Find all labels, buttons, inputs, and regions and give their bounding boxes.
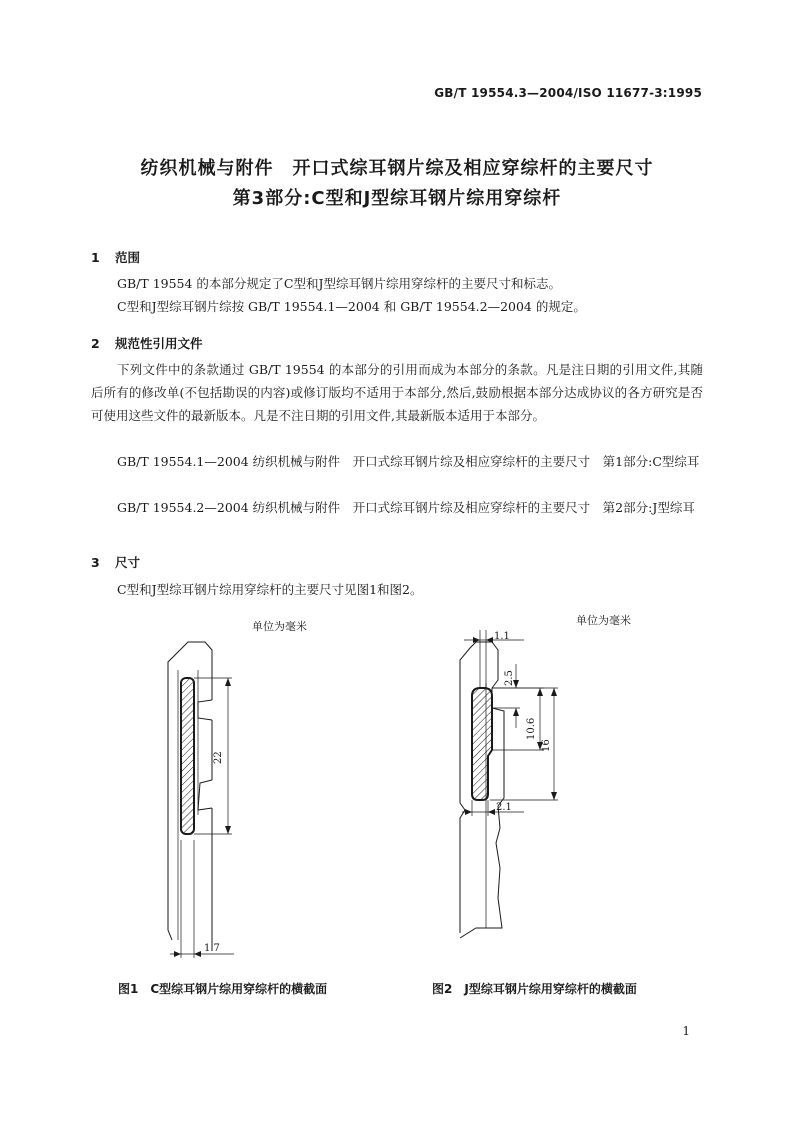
page-number: 1 — [682, 1024, 690, 1038]
dimension-top-offset-label: 1.1 — [494, 631, 510, 642]
dimension-top-gap-label: 2.5 — [504, 670, 515, 686]
c-type-rod-section — [181, 678, 194, 834]
section-title: 尺寸 — [115, 555, 141, 570]
section-number: 2 — [91, 336, 100, 351]
section-3-paragraph-1: C型和J型综耳钢片综用穿综杆的主要尺寸见图1和图2。 — [117, 582, 423, 597]
document-title-line1: 纺织机械与附件 开口式综耳钢片综及相应穿综杆的主要尺寸 — [140, 158, 654, 179]
section-title: 范围 — [115, 250, 141, 265]
section-number: 1 — [91, 250, 100, 265]
dimension-bottom-width-label: 2.1 — [496, 802, 512, 813]
dimension-inner-label: 10.6 — [526, 717, 537, 740]
document-title-line2: 第3部分:C型和J型综耳钢片综用穿综杆 — [232, 188, 562, 209]
section-3-heading — [91, 553, 140, 571]
section-2-reference-2: GB/T 19554.2—2004 纺织机械与附件 开口式综耳钢片综及相应穿综杆的主要尺寸 第2部分:J型综耳 — [117, 500, 695, 515]
j-type-rod-section — [472, 688, 492, 800]
section-1-paragraph-1: GB/T 19554 的本部分规定了C型和J型综耳钢片综用穿综杆的主要尺寸和标志。 — [117, 276, 562, 291]
figure-2-caption: 图2 J型综耳钢片综用穿综杆的横截面 — [432, 982, 637, 996]
section-2-paragraph-1: 下列文件中的条款通过 GB/T 19554 的本部分的引用而成为本部分的条款。凡是注日期的引用文件,其随后所有的修改单(不包括勘误的内容)或修订版均不适用于本部分,然后,鼓励根据本部分达成协议的各方研究是否可使用这些文件的最新版本。凡是不注日期的引用文件,其最新版本适用于本部分。 — [91, 362, 703, 423]
section-1-paragraph-2: C型和J型综耳钢片综按 GB/T 19554.1—2004 和 GB/T 19554.2—2004 的规定。 — [117, 299, 586, 314]
figure-2-unit-note: 单位为毫米 — [576, 614, 631, 627]
figure-1-caption: 图1 C型综耳钢片综用穿综杆的横截面 — [118, 982, 328, 996]
figure-1-drawing — [150, 640, 260, 970]
section-2-heading — [91, 334, 203, 352]
dimension-height-label: 16 — [541, 739, 552, 752]
section-2-reference-1: GB/T 19554.1—2004 纺织机械与附件 开口式综耳钢片综及相应穿综杆的主要尺寸 第1部分:C型综耳 — [117, 454, 700, 469]
section-1-heading — [91, 248, 140, 266]
standard-code: GB/T 19554.3—2004/ISO 11677-3:1995 — [434, 86, 702, 100]
section-number: 3 — [91, 555, 100, 570]
figure-2-drawing — [440, 628, 580, 958]
section-title: 规范性引用文件 — [115, 336, 203, 351]
figure-1-unit-note: 单位为毫米 — [252, 620, 307, 633]
dimension-thickness-label: 1.7 — [204, 943, 220, 954]
dimension-height-label: 22 — [213, 751, 224, 764]
